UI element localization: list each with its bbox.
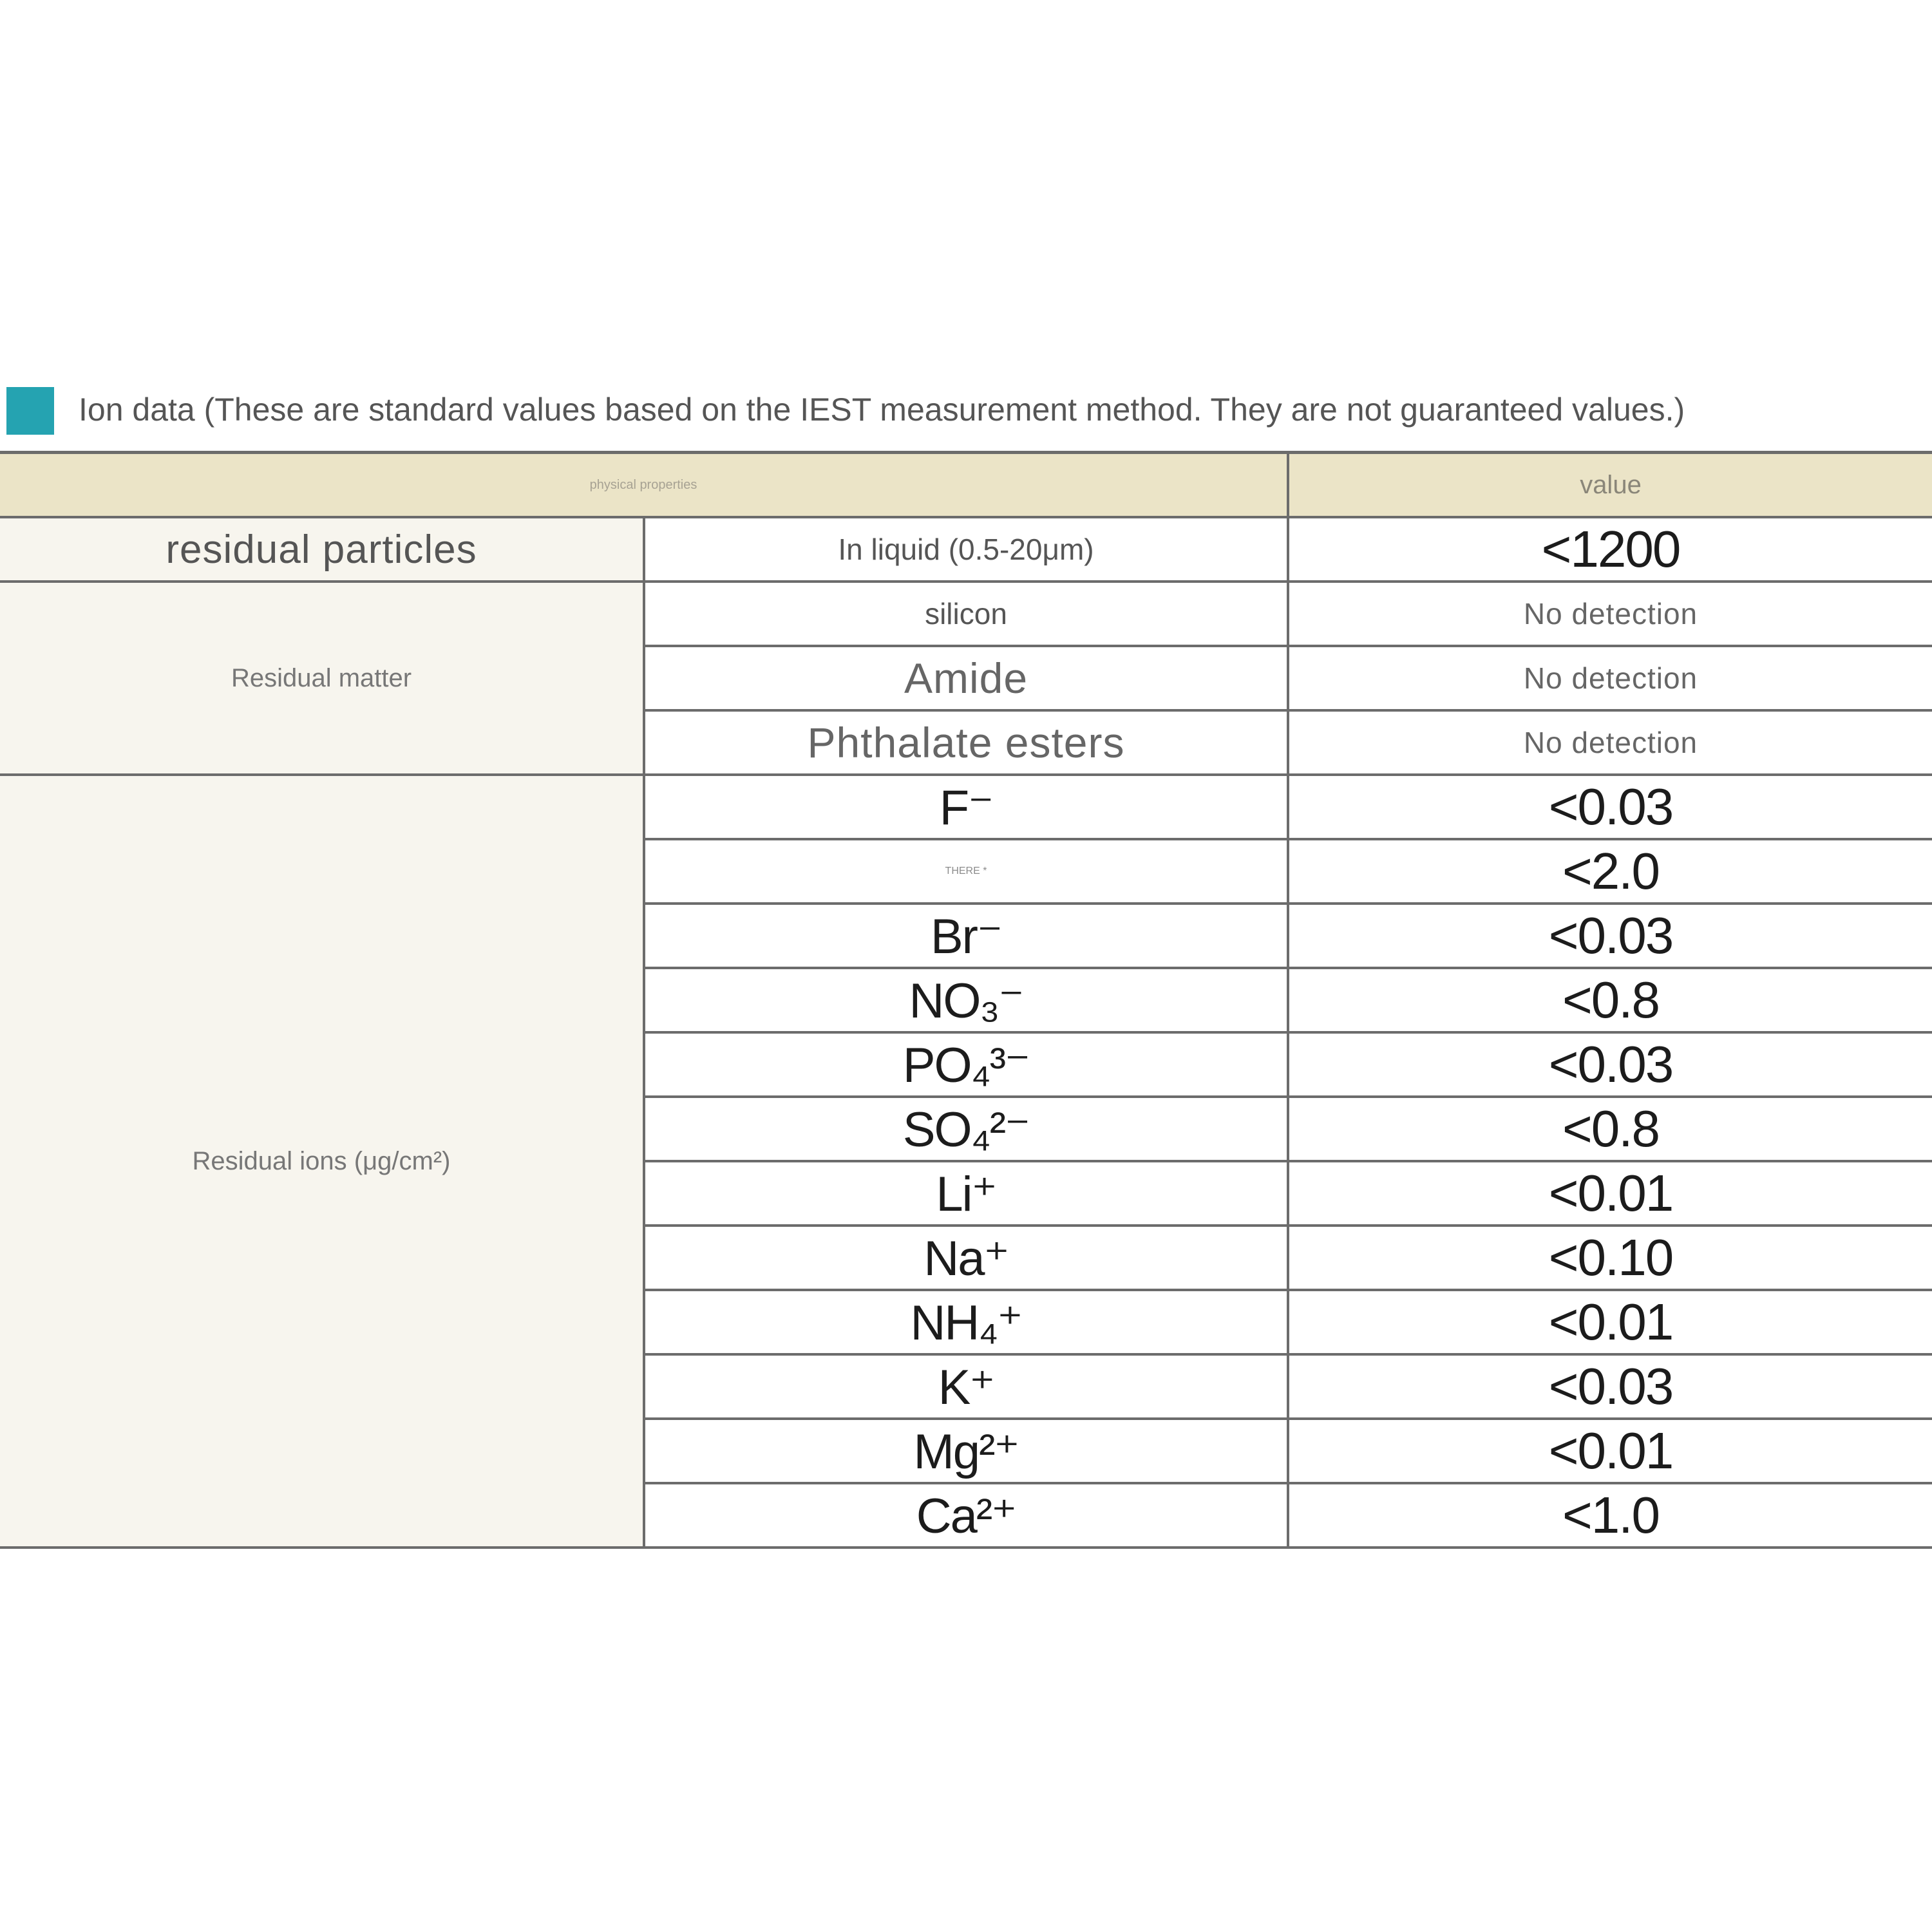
- title-marker-icon: [6, 387, 54, 435]
- ion-data-table: [0, 451, 1932, 1549]
- title-text: Ion data (These are standard values based on the IEST measurement method. They are not guaranteed values.): [79, 392, 1685, 428]
- value-label: No detection: [1523, 661, 1698, 695]
- value-cell: [1288, 1032, 1932, 1097]
- value-label: <0.8: [1562, 1100, 1659, 1157]
- value-label: <0.03: [1548, 1036, 1673, 1093]
- value-label: <0.03: [1548, 778, 1673, 835]
- ion-label: THERE *: [945, 866, 987, 876]
- value-cell: [1288, 1226, 1932, 1290]
- item-cell: [644, 646, 1288, 710]
- value-label: <0.01: [1548, 1422, 1673, 1479]
- ion-label: Mg²⁺: [913, 1424, 1019, 1479]
- item-cell: [644, 1483, 1288, 1548]
- value-label: <1.0: [1562, 1486, 1659, 1544]
- value-cell: [1288, 517, 1932, 582]
- value-label: <0.10: [1548, 1229, 1673, 1286]
- item-cell: [644, 1161, 1288, 1226]
- ion-label: Ca²⁺: [916, 1488, 1016, 1544]
- group-cell-particles: [0, 517, 644, 582]
- item-label: In liquid (0.5-20μm): [838, 533, 1094, 566]
- item-cell: [644, 1290, 1288, 1354]
- value-label: <0.03: [1548, 907, 1673, 964]
- header-property-label: physical properties: [589, 477, 697, 492]
- ion-label: Br⁻: [930, 909, 1002, 964]
- value-cell: [1288, 1290, 1932, 1354]
- item-label: Phthalate esters: [807, 719, 1125, 766]
- value-cell: [1288, 839, 1932, 904]
- item-cell: [644, 710, 1288, 775]
- value-cell: [1288, 646, 1932, 710]
- value-cell: [1288, 904, 1932, 968]
- header-cell-value: [1288, 453, 1932, 518]
- value-cell: [1288, 1161, 1932, 1226]
- value-cell: [1288, 710, 1932, 775]
- value-cell: [1288, 1483, 1932, 1548]
- value-cell: [1288, 775, 1932, 839]
- ion-label: F⁻: [939, 780, 993, 835]
- ion-label: NH₄⁺: [910, 1295, 1022, 1350]
- group-label: Residual matter: [231, 663, 412, 692]
- ion-label: K⁺: [938, 1359, 994, 1415]
- item-label: silicon: [925, 597, 1007, 630]
- value-cell: [1288, 1354, 1932, 1419]
- table-header-row: [0, 453, 1932, 518]
- ion-label: SO₄²⁻: [902, 1102, 1030, 1157]
- group-cell-matter: [0, 582, 644, 775]
- table-row: [0, 775, 1932, 839]
- ion-label: PO₄³⁻: [902, 1037, 1030, 1093]
- item-cell: [644, 968, 1288, 1032]
- header-value-label: value: [1580, 470, 1642, 499]
- table-row: [0, 517, 1932, 582]
- header-cell-property: [0, 453, 1288, 518]
- value-cell: [1288, 582, 1932, 646]
- item-cell: [644, 775, 1288, 839]
- ion-label: NO₃⁻: [909, 973, 1023, 1028]
- item-cell: [644, 1226, 1288, 1290]
- value-label: <0.8: [1562, 971, 1659, 1028]
- value-label: No detection: [1523, 597, 1698, 630]
- item-cell: [644, 517, 1288, 582]
- table-title: [0, 384, 1932, 435]
- value-label: <0.03: [1548, 1358, 1673, 1415]
- item-cell: [644, 1097, 1288, 1161]
- item-cell: [644, 1419, 1288, 1483]
- value-label: <2.0: [1562, 842, 1659, 900]
- group-cell-ions: [0, 775, 644, 1548]
- value-label: <1200: [1541, 520, 1680, 578]
- item-cell: [644, 1354, 1288, 1419]
- item-cell: [644, 904, 1288, 968]
- group-label: Residual ions (μg/cm²): [192, 1146, 451, 1175]
- item-label: Amide: [904, 654, 1028, 702]
- value-cell: [1288, 1097, 1932, 1161]
- ion-label: Li⁺: [936, 1166, 996, 1222]
- value-cell: [1288, 968, 1932, 1032]
- ion-label: Na⁺: [923, 1231, 1009, 1286]
- value-label: <0.01: [1548, 1164, 1673, 1222]
- item-cell: [644, 582, 1288, 646]
- item-cell: [644, 839, 1288, 904]
- item-cell: [644, 1032, 1288, 1097]
- table-row: [0, 582, 1932, 646]
- value-cell: [1288, 1419, 1932, 1483]
- value-label: <0.01: [1548, 1293, 1673, 1350]
- value-label: No detection: [1523, 726, 1698, 759]
- group-label: residual particles: [166, 527, 477, 572]
